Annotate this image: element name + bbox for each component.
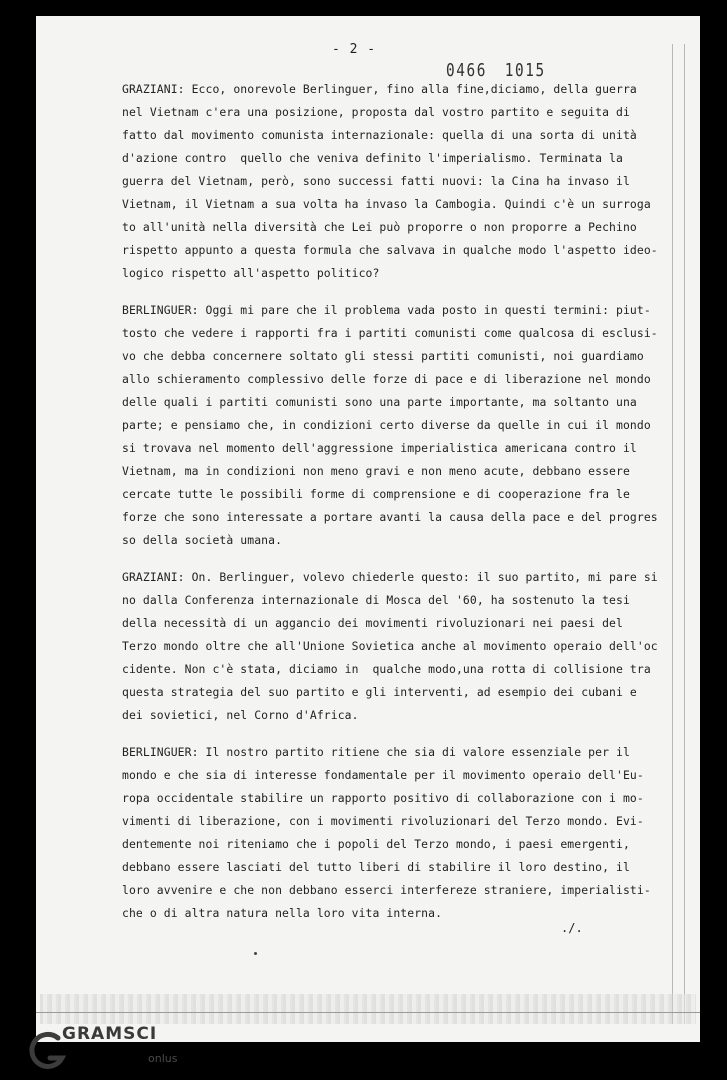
watermark-name: GRAMSCI xyxy=(62,1024,158,1044)
page-number: - 2 - xyxy=(332,42,377,57)
text-line: loro avvenire e che non debbano esserci interfereze straniere, imperialisti- xyxy=(122,883,651,897)
scan-rule xyxy=(36,1012,700,1013)
text-line: so della società umana. xyxy=(122,533,283,547)
paragraph-berlinguer-1 xyxy=(122,299,667,552)
continuation-mark: ./. xyxy=(561,921,583,935)
document-page xyxy=(36,16,700,1042)
scan-speck xyxy=(254,952,257,955)
transcript-body xyxy=(122,78,667,939)
stamp-series: 0466 xyxy=(446,60,488,81)
text-line: dentemente noi riteniamo che i popoli del Terzo mondo, i paesi emergenti, xyxy=(122,837,630,851)
text-line: ropa occidentale stabilire un rapporto positivo di collaborazione con i mo- xyxy=(122,791,644,805)
text-line: della necessità di un aggancio dei movimenti rivoluzionari nei paesi del xyxy=(122,616,623,630)
text-line: GRAZIANI: On. Berlinguer, volevo chiederle questo: il suo partito, mi pare si xyxy=(122,570,658,584)
text-line: Vietnam, ma in condizioni non meno gravi e non meno acute, debbano essere xyxy=(122,464,630,478)
text-line: BERLINGUER: Oggi mi pare che il problema vada posto in questi termini: piut- xyxy=(122,303,651,317)
text-line: vo che debba concernere soltato gli stessi partiti comunisti, noi guardiamo xyxy=(122,349,644,363)
text-line: GRAZIANI: Ecco, onorevole Berlinguer, fino alla fine,diciamo, della guerra xyxy=(122,82,637,96)
text-line: questa strategia del suo partito e gli interventi, ad esempio dei cubani e xyxy=(122,685,637,699)
page-edge-line xyxy=(684,44,685,1024)
text-line: parte; e pensiamo che, in condizioni certo diverse da quelle in cui il mondo xyxy=(122,418,651,432)
text-line: to all'unità nella diversità che Lei può proporre o non proporre a Pechino xyxy=(122,220,637,234)
text-line: si trovava nel momento dell'aggressione imperialistica americana contro il xyxy=(122,441,637,455)
paragraph-graziani-1 xyxy=(122,78,667,285)
text-line: fatto dal movimento comunista internazionale: quella di una sorta di unità xyxy=(122,128,637,142)
text-line: Terzo mondo oltre che all'Unione Sovietica anche al movimento operaio dell'oc xyxy=(122,639,658,653)
text-line: cercate tutte le possibili forme di comprensione e di cooperazione fra le xyxy=(122,487,630,501)
text-line: rispetto appunto a questa formula che salvava in qualche modo l'aspetto ideo- xyxy=(122,243,658,257)
text-line: guerra del Vietnam, però, sono successi fatti nuovi: la Cina ha invaso il xyxy=(122,174,630,188)
text-line: dei sovietici, nel Corno d'Africa. xyxy=(122,708,359,722)
text-line: d'azione contro quello che veniva definito l'imperialismo. Terminata la xyxy=(122,151,623,165)
scan-noise-strip xyxy=(40,994,696,1024)
text-line: allo schieramento complessivo delle forze di pace e di liberazione nel mondo xyxy=(122,372,651,386)
text-line: logico rispetto all'aspetto politico? xyxy=(122,266,380,280)
text-line: forze che sono interessate a portare avanti la causa della pace e del progres xyxy=(122,510,658,524)
text-line: vimenti di liberazione, con i movimenti rivoluzionari del Terzo mondo. Evi- xyxy=(122,814,644,828)
text-line: cidente. Non c'è stata, diciamo in qualche modo,una rotta di collisione tra xyxy=(122,662,651,676)
text-line: tosto che vedere i rapporti fra i partiti comunisti come qualcosa di esclusi- xyxy=(122,326,658,340)
page-edge-line xyxy=(672,44,673,1024)
paragraph-graziani-2 xyxy=(122,566,667,727)
text-line: delle quali i partiti comunisti sono una parte importante, ma soltanto una xyxy=(122,395,637,409)
text-line: BERLINGUER: Il nostro partito ritiene che sia di valore essenziale per il xyxy=(122,745,630,759)
text-line: debbano essere lasciati del tutto liberi di stabilire il loro destino, il xyxy=(122,860,630,874)
paragraph-berlinguer-2 xyxy=(122,741,667,925)
text-line: no dalla Conferenza internazionale di Mosca del '60, ha sostenuto la tesi xyxy=(122,593,630,607)
text-line: che o di altra natura nella loro vita interna. xyxy=(122,906,443,920)
stamp-number: 1015 xyxy=(504,60,546,81)
text-line: nel Vietnam c'era una posizione, proposta dal vostro partito e seguita di xyxy=(122,105,630,119)
text-line: mondo e che sia di interesse fondamentale per il movimento operaio dell'Eu- xyxy=(122,768,644,782)
text-line: Vietnam, il Vietnam a sua volta ha invaso la Cambogia. Quindi c'è un surroga xyxy=(122,197,651,211)
watermark-subtitle: onlus xyxy=(148,1052,178,1065)
